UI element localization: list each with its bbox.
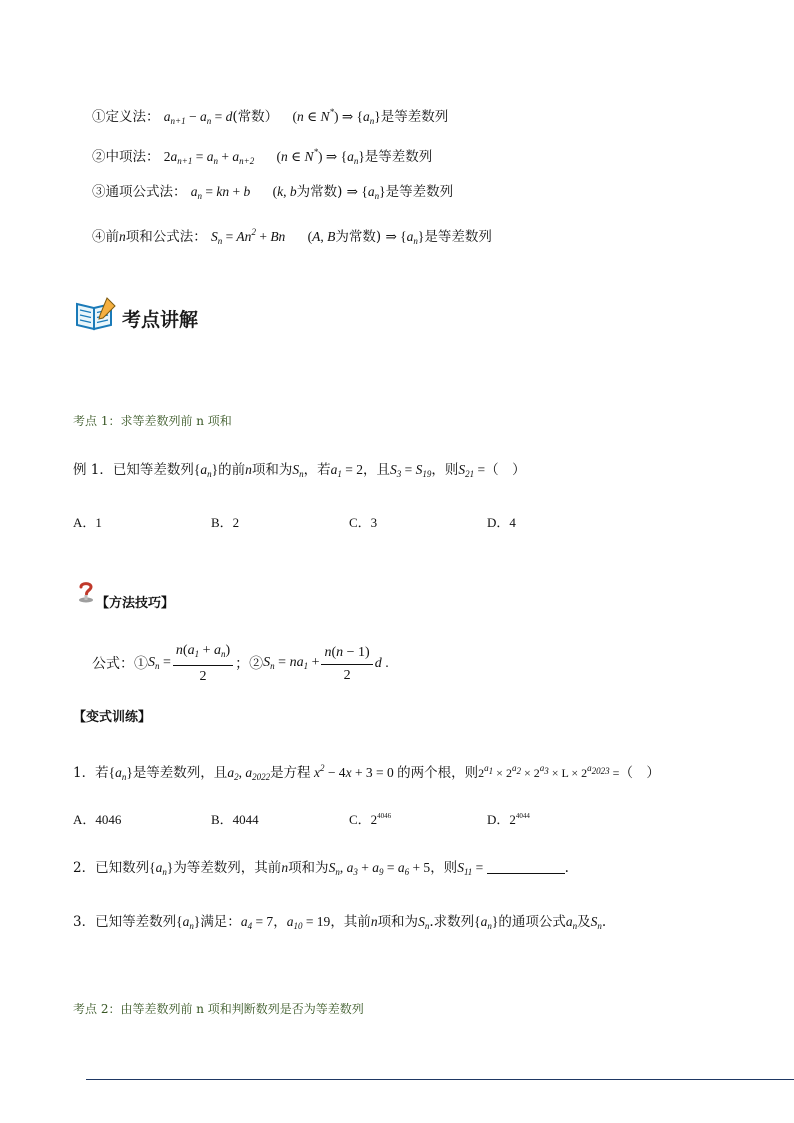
book-icon xyxy=(74,296,116,336)
question-1-option-b: B．4044 xyxy=(211,812,259,827)
kaodian-1-title: 考点 1：求等差数列前 n 项和 xyxy=(73,414,232,428)
section-heading: 考点讲解 xyxy=(122,309,199,331)
question-1-option-d: D．$2^{4044}$ xyxy=(487,812,530,827)
method-3-label: ③通项公式法： xyxy=(92,184,187,200)
answer-blank[interactable] xyxy=(487,861,565,874)
variant-training-label: 【变式训练】 xyxy=(73,710,152,725)
example-1-option-c: C．3 xyxy=(349,515,378,530)
method-1-label: ①定义法： xyxy=(92,109,160,125)
kaodian-2-title: 考点 2：由等差数列前 n 项和判断数列是否为等差数列 xyxy=(73,1002,364,1016)
method-2-label: ②中项法： xyxy=(92,149,160,165)
method-sum-formula: ④前n项和公式法： $S_n = An^2 + Bn$ (A, B为常数) ⇒ $\{a_n\}$是等差数列 xyxy=(92,227,492,246)
method-tips-label: 【方法技巧】 xyxy=(96,596,175,611)
method-definition: ①定义法： $a_{n+1} - a_n = d$(常数） (n ∈ N*) ⇒ $\{a_n\}$是等差数列 xyxy=(92,107,449,126)
sum-fraction-1: $\frac{n(a_1 + a_n)}{2}$ xyxy=(173,641,233,687)
method-4-formula: $S_n = An^2 + Bn$ xyxy=(211,227,286,246)
method-3-formula: $a_n$ = kn + b xyxy=(190,184,251,201)
example-1-option-b: B．2 xyxy=(211,515,240,530)
question-1: 1．若$\{a_n\}$是等差数列，且$a_2$, $a_{2022}$是方程 $x^2 - 4x + 3 = 0$ 的两个根，则$2^{a_1} \times 2^{a_2} \times 2^{a_3} \times L \times 2^{a_{2023}}$ =（ ） xyxy=(73,763,660,782)
example-1-option-d: D．4 xyxy=(487,515,516,530)
question-1-option-a: A．4046 xyxy=(73,812,122,827)
question-1-option-c: C．$2^{4046}$ xyxy=(349,812,392,827)
question-mark-icon xyxy=(78,581,94,607)
formula-line: 公式：$①S_n$ = $\frac{n(a_1 + a_n)}{2}$ ；$②S_n = na_1$ + $\frac{n(n - 1)}{2}$ d . xyxy=(92,641,389,687)
method-1-formula: $a_{n+1} - a_n = d$ xyxy=(163,109,233,126)
question-3: 3．已知等差数列$\{a_n\}$满足：$a_4 = 7$，$a_{10} = 19$，其前n项和为$S_n$.求数列$\{a_n\}$的通项公式$a_n$及$S_n$. xyxy=(73,914,607,931)
question-2: 2．已知数列$\{a_n\}$为等差数列，其前n项和为$S_n$, $a_3 + a_9 = a_6 + 5$，则$S_{11}$ = . xyxy=(73,860,569,877)
example-1-option-a: A．1 xyxy=(73,515,102,530)
example-1: 例 1．已知等差数列$\{a_n\}$的前n项和为$S_n$，若$a_1 = 2$，且$S_3 = S_{19}$，则$S_{21}$ =（ ） xyxy=(73,462,526,479)
method-4-label: ④前 xyxy=(92,229,119,245)
method-middle-term: ②中项法： $2a_{n+1} = a_n + a_{n+2}$ (n ∈ N*) ⇒ $\{a_n\}$是等差数列 xyxy=(92,147,433,166)
sum-fraction-2: $\frac{n(n - 1)}{2}$ xyxy=(321,643,372,686)
footer-divider xyxy=(86,1079,794,1080)
method-2-formula: $2a_{n+1} = a_n + a_{n+2}$ xyxy=(163,149,255,166)
method-general-term: ③通项公式法： $a_n$ = kn + b (k, b为常数) ⇒ $\{a_n\}$是等差数列 xyxy=(92,184,454,201)
